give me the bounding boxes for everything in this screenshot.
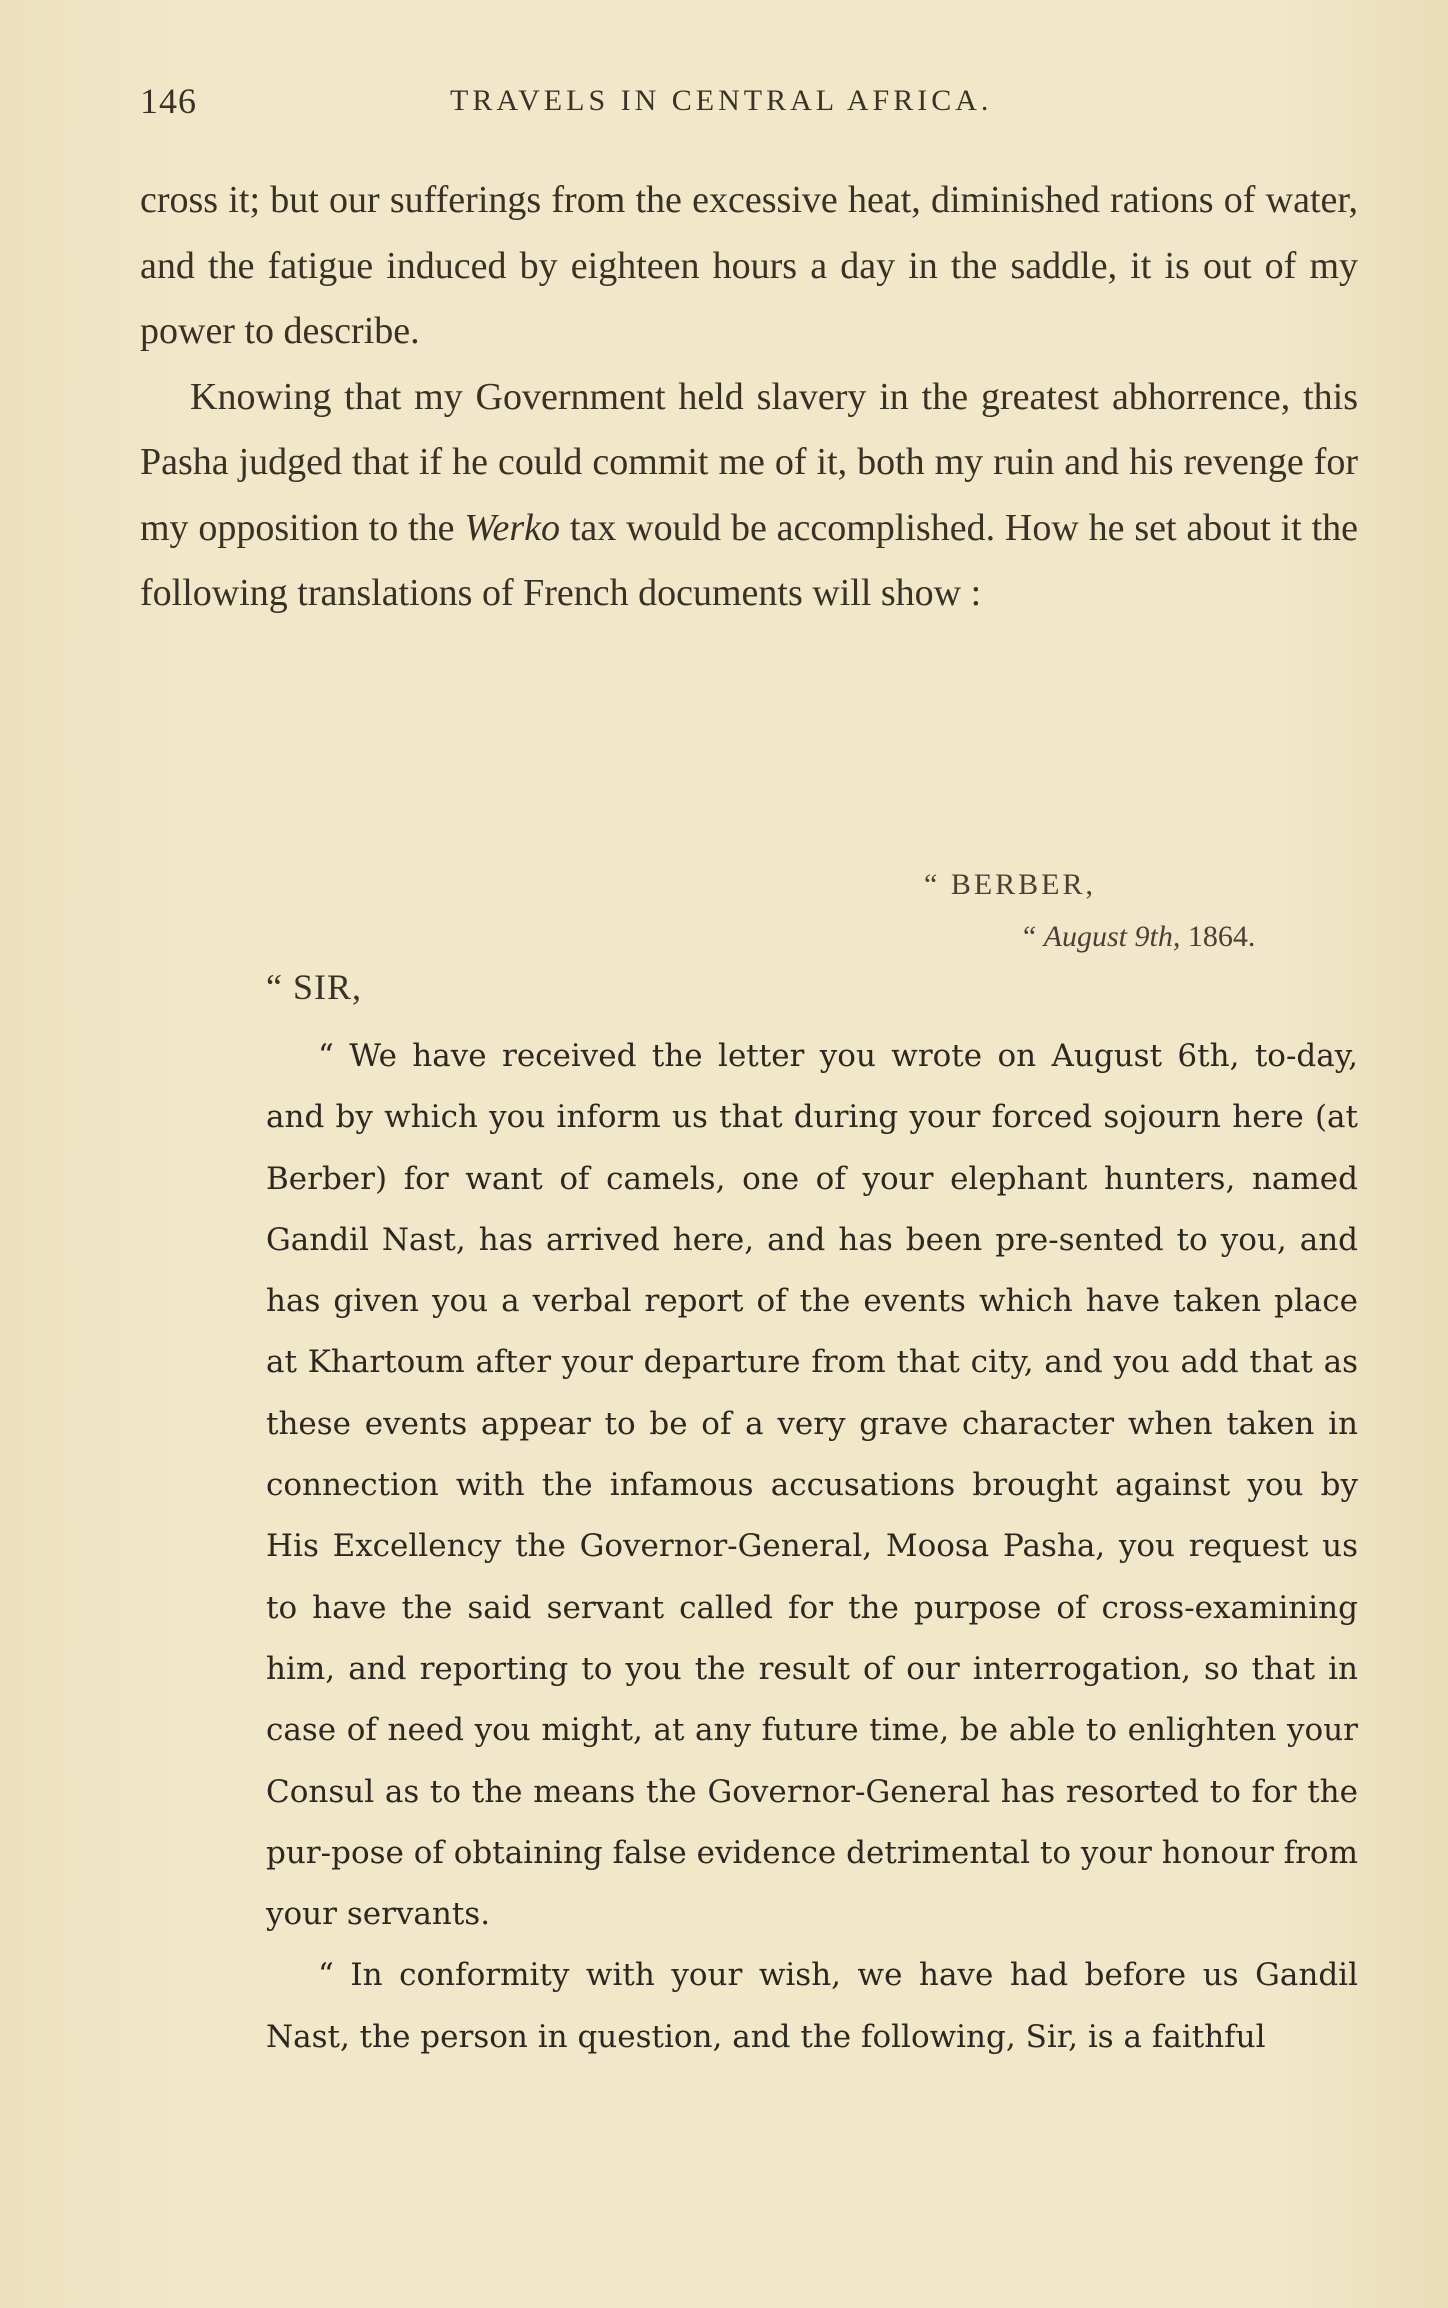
werko-italic: Werko [464, 506, 561, 549]
page-number: 146 [140, 81, 197, 121]
letter-date [1020, 920, 1255, 954]
letter-paragraph-2: “ In conformity with your wish, we have had before us Gandil Nast, the person in question, and the following, Sir, is a faithful [266, 1957, 1358, 2055]
letter-date-day: “ August 9th, [1020, 920, 1181, 953]
narrative-text [140, 168, 1358, 627]
narrative-paragraph-2 [140, 365, 1358, 627]
letter-body [266, 1026, 1358, 2068]
running-head [140, 80, 1358, 120]
narrative-paragraph-1: cross it; but our sufferings from the excessive heat, diminished rations of water, and the fatigue induced by eighteen hours a day in the saddle, it is out of my power to describe. [140, 179, 1358, 352]
running-title: TRAVELS IN CENTRAL AFRICA. [450, 84, 993, 117]
letter-salutation: “ SIR, [266, 967, 362, 1007]
paragraph-2-text-start: Knowing that my Government held slavery in the greatest abhorrence, this Pasha judged that if he could commit me of it, both my ruin and his revenge for my opposition to the [140, 375, 1358, 549]
letter-place: “ BERBER, [924, 868, 1097, 901]
paragraph-2-text-end: tax would be accomplished. How he set about it the following translations of French documents will show : [140, 506, 1358, 614]
letter-paragraph-1: “ We have received the letter you wrote on August 6th, to-day, and by which you inform us that during your forced sojourn here (at Berber) for want of camels, one of your elephant hunters, named Gandil Nast, has arrived here, and has been pre-sented to you, and has given you a verbal report of the events which have taken place at Khartoum after your departure from that city, and you add that as these events appear to be of a very grave character when taken in connection with the infamous accusations brought against you by His Excellency the Governor-General, Moosa Pasha, you request us to have the said servant called for the purpose of cross-examining him, and reporting to you the result of our interrogation, so that in case of need you might, at any future time, be able to enlighten your Consul as to the means the Governor-General has resorted to for the pur-pose of obtaining false evidence detrimental to your honour from your servants. [266, 1038, 1358, 1933]
letter-date-year: 1864. [1180, 920, 1256, 953]
